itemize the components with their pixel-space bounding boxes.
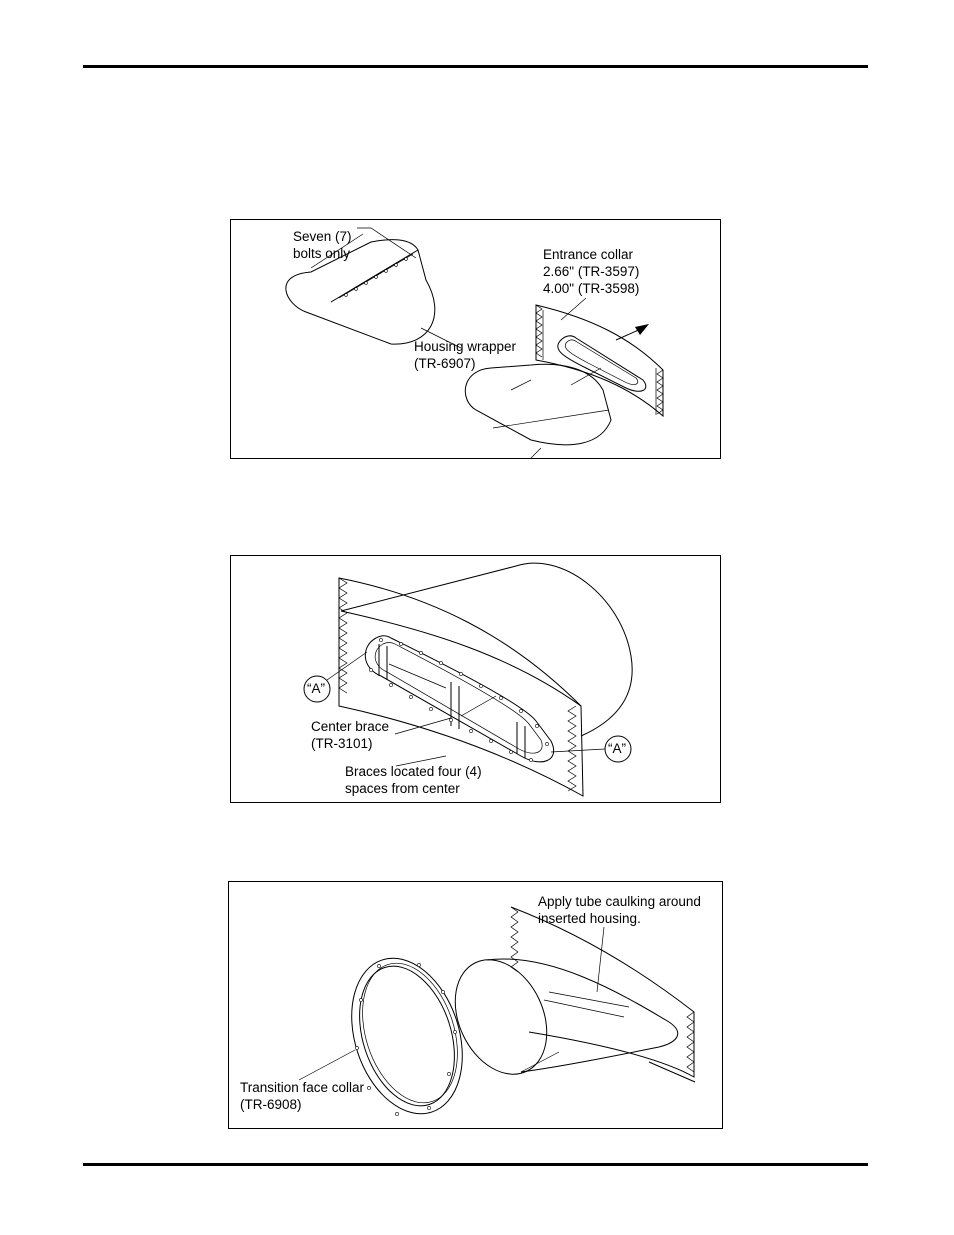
face-collar-callout [240, 1079, 364, 1113]
bolts-label-line1: Seven (7) [293, 229, 352, 244]
figure-center-brace [230, 555, 721, 803]
back-flange-left [511, 907, 518, 972]
braces-note-line1: Braces located four (4) [345, 764, 482, 779]
bolts-callout [293, 228, 352, 262]
collar-flange-left [536, 305, 542, 357]
back-flange-right [687, 1012, 694, 1072]
footer-rule [83, 1163, 868, 1166]
figure-housing-wrapper [230, 219, 721, 459]
collar-bolt-holes [355, 963, 456, 1115]
collar-label-line2: 2.66" (TR-3597) [543, 264, 640, 279]
header-rule [83, 65, 868, 68]
figure-transition-collar [228, 881, 723, 1129]
housing-wrapper-callout [414, 338, 516, 372]
marker-a-left: “A” [307, 681, 325, 696]
caulk-label-line1: Apply tube caulking around [538, 894, 701, 909]
caulk-label-line2: inserted housing. [538, 911, 641, 926]
marker-a-right: “A” [608, 741, 626, 756]
brace-label-line2: (TR-3101) [311, 736, 373, 751]
bolts-label-line2: bolts only [293, 246, 351, 261]
brace-label-line1: Center brace [311, 719, 390, 734]
front-flange-right [568, 706, 576, 791]
center-brace-callout [311, 718, 389, 752]
entrance-collar-callout [543, 246, 639, 297]
face-collar-label-line1: Transition face collar [240, 1080, 365, 1095]
wrapper-label-line2: (TR-6907) [414, 356, 476, 371]
braces-note-callout [345, 763, 482, 797]
caulking-callout [538, 893, 701, 927]
bolt-marks [345, 258, 408, 297]
collar-flange-right [657, 370, 663, 414]
wrapper-label-line1: Housing wrapper [414, 339, 517, 354]
face-collar-label-line2: (TR-6908) [240, 1097, 302, 1112]
collar-label-line3: 4.00" (TR-3598) [543, 281, 640, 296]
collar-label-line1: Entrance collar [543, 247, 634, 262]
braces-note-line2: spaces from center [345, 781, 460, 796]
front-flange-left [339, 578, 347, 693]
